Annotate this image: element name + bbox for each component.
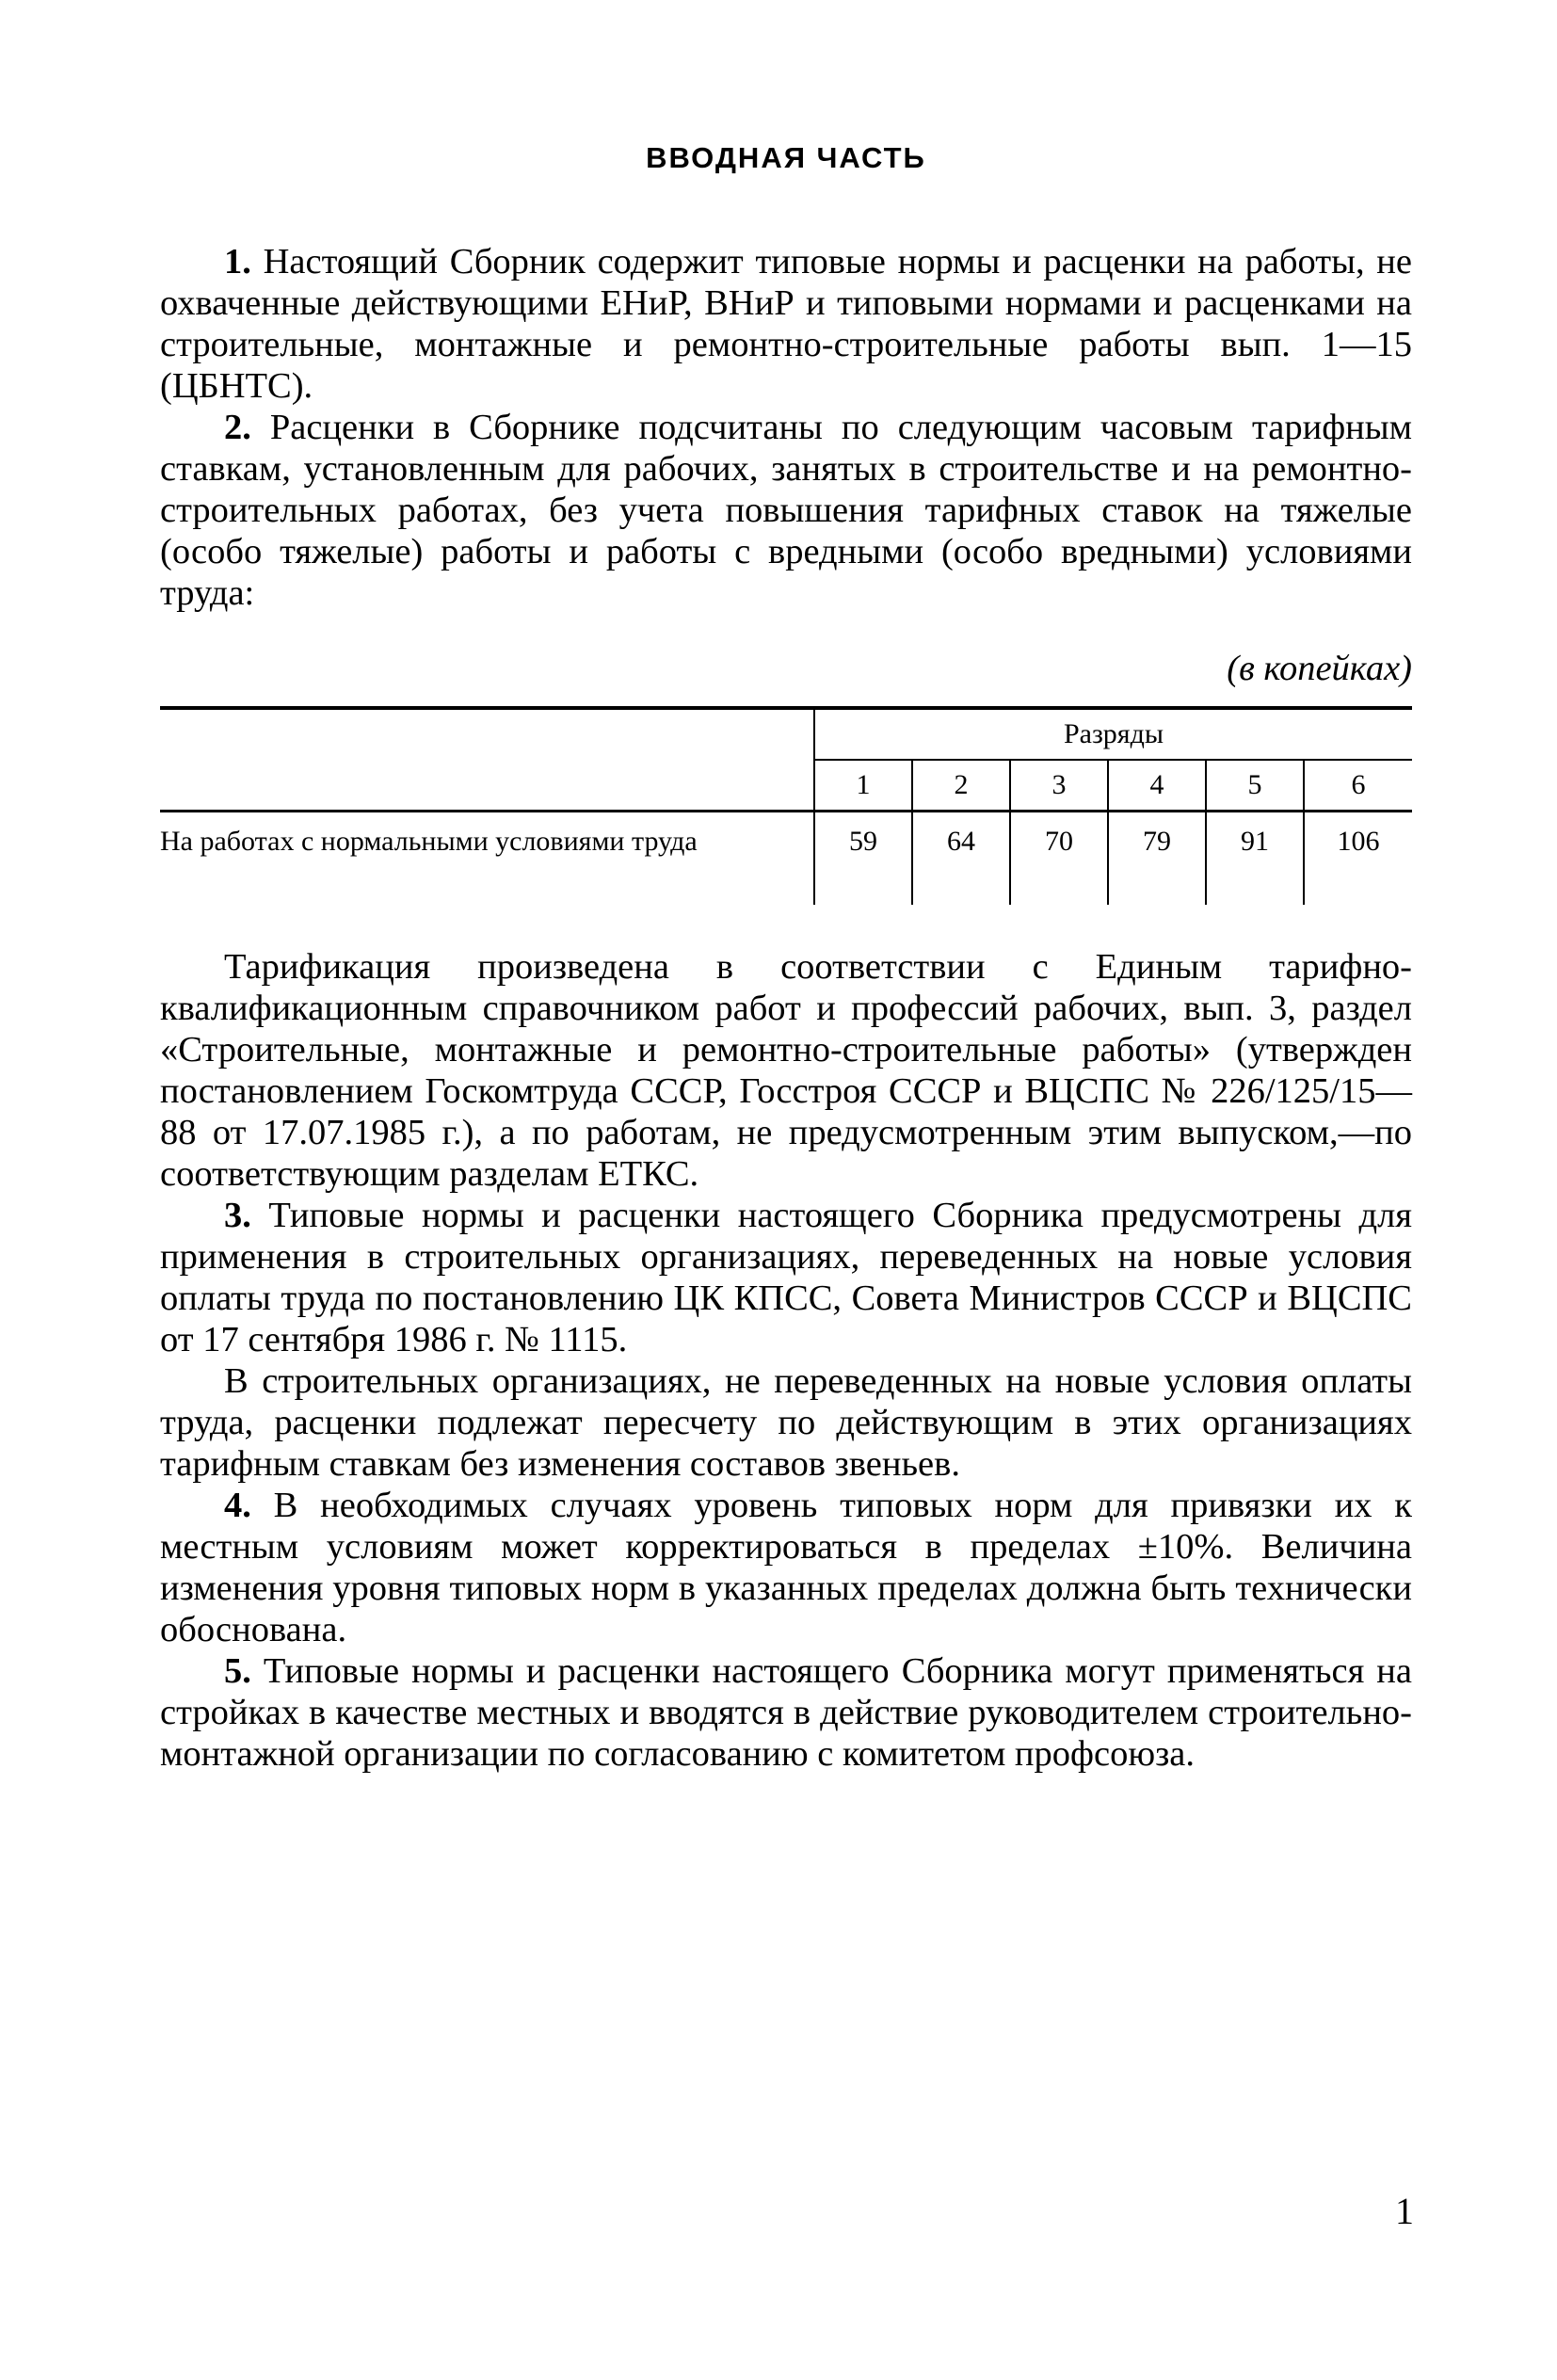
row-label: На работах с нормальными условиями труда: [160, 826, 698, 857]
table-row: [160, 812, 1412, 906]
grade-header-3: 3: [1010, 760, 1108, 812]
paragraph-number: 1.: [224, 242, 251, 281]
paragraph-4: [160, 1485, 1412, 1650]
paragraph-number: 4.: [224, 1486, 251, 1525]
rate-cell-3: 70: [1010, 812, 1108, 906]
paragraph-number: 2.: [224, 408, 251, 447]
paragraph-3-continued: В строительных организациях, не переведенных на новые условия оплаты труда, расценки подлежат пересчету по действующим в этих организациях тарифным ставкам без изменения составов звеньев.: [160, 1361, 1412, 1484]
paragraph-text: Настоящий Сборник содержит типовые нормы и расценки на работы, не охваченные действующими ЕНиР, ВНиР и типовыми нормами и расценками на строительные, монтажные и ремонтно-строительные работы вып. 1—15 (ЦБНТС).: [160, 242, 1412, 406]
paragraph-text: В необходимых случаях уровень типовых норм для привязки их к местным условиям может корректироваться в пределах ±10%. Величина изменения уровня типовых норм в указанных пределах должна быть технически обоснована.: [160, 1486, 1412, 1649]
rate-cell-1: 59: [814, 812, 912, 906]
table-unit-note: (в копейках): [1227, 649, 1412, 688]
grade-header-1: 1: [814, 760, 912, 812]
rate-cell-6: 106: [1304, 812, 1412, 906]
paragraph-5: [160, 1650, 1412, 1775]
document-page: [160, 141, 1412, 1775]
group-header-grades: Разряды: [814, 708, 1412, 760]
rate-cell-5: 91: [1206, 812, 1304, 906]
paragraph-number: 3.: [224, 1196, 251, 1235]
grade-header-4: 4: [1108, 760, 1206, 812]
grade-header-6: 6: [1304, 760, 1412, 812]
paragraph-text: Расценки в Сборнике подсчитаны по следующим часовым тарифным ставкам, установленным для рабочих, занятых в строительстве и на ремонтно-строительных работах, без учета повышения тарифных ставок на тяжелые (особо тяжелые) работы и работы с вредными (особо вредными) условиями труда:: [160, 408, 1412, 613]
grade-header-2: 2: [912, 760, 1010, 812]
rate-cell-4: 79: [1108, 812, 1206, 906]
rate-cell-2: 64: [912, 812, 1010, 906]
tariff-table: [160, 706, 1412, 905]
paragraph-tarification: Тарификация произведена в соответствии с Единым тарифно-квалификационным справочником работ и профессий рабочих, вып. 3, раздел «Строительные, монтажные и ремонтно-строительные работы» (утвержден постановлением Госкомтруда СССР, Госстроя СССР и ВЦСПС № 226/125/15—88 от 17.07.1985 г.), а по работам, не предусмотренным этим выпуском,—по соответствующим разделам ЕТКС.: [160, 947, 1412, 1194]
paragraph-text: Типовые нормы и расценки настоящего Сборника могут применяться на стройках в качестве местных и вводятся в действие руководителем строительно-монтажной организации по согласованию с комитетом профсоюза.: [160, 1651, 1412, 1774]
paragraph-1: [160, 241, 1412, 407]
paragraph-3: [160, 1195, 1412, 1360]
section-title: ВВОДНАЯ ЧАСТЬ: [646, 141, 926, 174]
table-corner-cell: [160, 708, 814, 760]
paragraph-2: [160, 407, 1412, 614]
paragraph-text: Типовые нормы и расценки настоящего Сборника предусмотрены для применения в строительных организациях, переведенных на новые условия оплаты труда по постановлению ЦК КПСС, Совета Министров СССР и ВЦСПС от 17 сентября 1986 г. № 1115.: [160, 1196, 1412, 1359]
grade-header-5: 5: [1206, 760, 1304, 812]
page-number: 1: [1395, 2190, 1414, 2232]
paragraph-number: 5.: [224, 1651, 251, 1691]
table-corner-cell: [160, 760, 814, 812]
